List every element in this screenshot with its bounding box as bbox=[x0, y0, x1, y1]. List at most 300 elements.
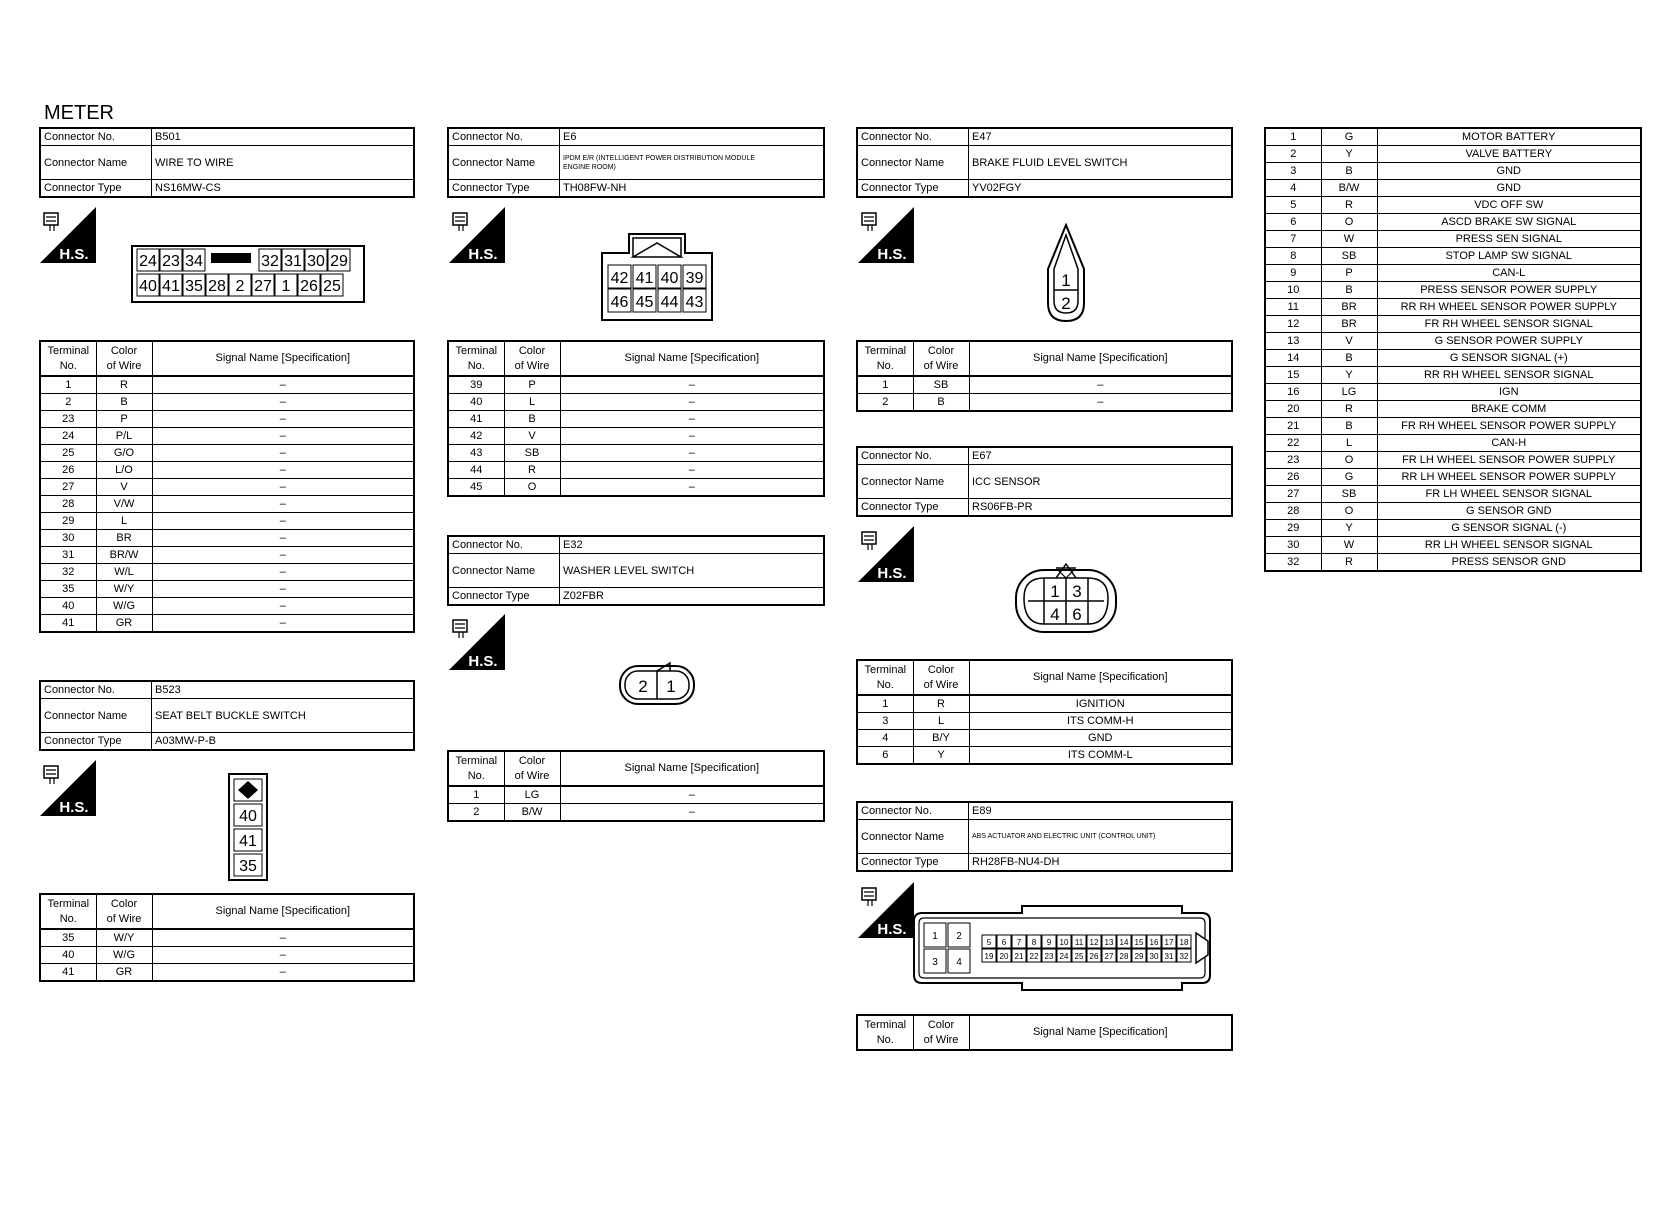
terminal-row bbox=[857, 394, 1232, 412]
signal-name-cell: VALVE BATTERY bbox=[1377, 146, 1641, 163]
wire-color-cell: L bbox=[96, 513, 152, 530]
pin-label: 1 bbox=[666, 677, 676, 696]
connector-name-value: IPDM E/R (INTELLIGENT POWER DISTRIBUTION MODULE ENGINE ROOM) bbox=[560, 146, 825, 180]
harness-side-icon bbox=[858, 526, 914, 582]
terminal-row bbox=[1265, 469, 1641, 486]
terminal-row bbox=[40, 376, 414, 394]
signal-header: Signal Name [Specification] bbox=[152, 894, 414, 929]
terminal-row bbox=[1265, 231, 1641, 248]
wire-color-cell: R bbox=[913, 695, 969, 713]
terminal-no-cell: 2 bbox=[857, 394, 913, 412]
terminal-row bbox=[40, 929, 414, 947]
terminal-no-cell: 1 bbox=[1265, 128, 1321, 146]
wire-color-cell: Y bbox=[1321, 367, 1377, 384]
wire-color-cell: GR bbox=[96, 964, 152, 982]
wire-color-cell: R bbox=[1321, 197, 1377, 214]
wire-color-cell: BR bbox=[1321, 299, 1377, 316]
signal-name-cell: IGN bbox=[1377, 384, 1641, 401]
color-header: Color of Wire bbox=[504, 751, 560, 786]
wire-color-cell: W bbox=[1321, 537, 1377, 554]
pin-label: 29 bbox=[1134, 952, 1144, 961]
pin-label: 30 bbox=[1149, 952, 1159, 961]
pin-label: 30 bbox=[307, 253, 325, 270]
pin-label: 43 bbox=[685, 294, 704, 311]
color-header: Color of Wire bbox=[913, 660, 969, 695]
pin-label: 28 bbox=[1119, 952, 1129, 961]
connector-no-label: Connector No. bbox=[448, 128, 560, 146]
terminal-no-cell: 41 bbox=[40, 615, 96, 633]
signal-name-cell: – bbox=[560, 786, 824, 804]
connector-no-value: E6 bbox=[560, 128, 825, 146]
terminal-no-cell: 6 bbox=[1265, 214, 1321, 231]
color-header: Color of Wire bbox=[913, 1015, 969, 1050]
pin-label: 6 bbox=[1001, 938, 1007, 947]
terminal-table-e89 bbox=[1264, 127, 1642, 572]
terminal-table-e47 bbox=[856, 340, 1233, 412]
pin-label: 21 bbox=[1014, 952, 1024, 961]
terminal-no-cell: 26 bbox=[40, 462, 96, 479]
signal-name-cell: – bbox=[152, 564, 414, 581]
wire-color-cell: L bbox=[913, 713, 969, 730]
pin-label: 46 bbox=[610, 294, 629, 311]
terminal-row bbox=[448, 462, 824, 479]
pin-label: 28 bbox=[208, 278, 226, 295]
pin-label: 41 bbox=[635, 270, 654, 287]
wire-color-cell: R bbox=[1321, 554, 1377, 572]
signal-name-cell: – bbox=[152, 479, 414, 496]
wire-color-cell: L bbox=[504, 394, 560, 411]
terminal-row bbox=[1265, 265, 1641, 282]
connector-name-value: WIRE TO WIRE bbox=[152, 146, 415, 180]
connector-no-value: E67 bbox=[969, 447, 1233, 465]
pin-label: 12 bbox=[1089, 938, 1099, 947]
connector-type-value: TH08FW-NH bbox=[560, 180, 825, 198]
terminal-no-cell: 22 bbox=[1265, 435, 1321, 452]
hs-label: H.S. bbox=[59, 246, 89, 263]
connector-name-value: BRAKE FLUID LEVEL SWITCH bbox=[969, 146, 1233, 180]
wire-color-cell: BR bbox=[1321, 316, 1377, 333]
terminal-row bbox=[1265, 214, 1641, 231]
wire-color-cell: W/G bbox=[96, 598, 152, 615]
connector-face-e47 bbox=[1045, 223, 1087, 328]
wire-color-cell: R bbox=[504, 462, 560, 479]
connector-no-value: E47 bbox=[969, 128, 1233, 146]
terminal-no-cell: 6 bbox=[857, 747, 913, 765]
pin-label: 2 bbox=[956, 931, 962, 942]
terminal-no-header: Terminal No. bbox=[857, 341, 913, 376]
pin-label: 4 bbox=[956, 957, 962, 968]
signal-name-cell: ITS COMM-L bbox=[969, 747, 1232, 765]
signal-name-cell: – bbox=[560, 479, 824, 497]
terminal-row bbox=[1265, 384, 1641, 401]
signal-name-cell: – bbox=[152, 411, 414, 428]
pin-label: 19 bbox=[984, 952, 994, 961]
pin-label: 16 bbox=[1149, 938, 1159, 947]
terminal-row bbox=[40, 581, 414, 598]
pin-label: 24 bbox=[139, 253, 157, 270]
connector-no-value: E89 bbox=[969, 802, 1233, 820]
signal-header: Signal Name [Specification] bbox=[969, 341, 1232, 376]
signal-name-cell: – bbox=[152, 947, 414, 964]
terminal-row bbox=[857, 695, 1232, 713]
signal-name-cell: – bbox=[969, 394, 1232, 412]
terminal-row bbox=[40, 496, 414, 513]
terminal-row bbox=[1265, 435, 1641, 452]
wire-color-cell: V bbox=[1321, 333, 1377, 350]
terminal-no-cell: 23 bbox=[1265, 452, 1321, 469]
pin-label: 9 bbox=[1046, 938, 1052, 947]
terminal-no-cell: 30 bbox=[40, 530, 96, 547]
signal-name-cell: – bbox=[152, 462, 414, 479]
terminal-row bbox=[40, 445, 414, 462]
pin-label: 42 bbox=[610, 270, 629, 287]
harness-side-icon bbox=[449, 207, 505, 263]
wire-color-cell: Y bbox=[1321, 146, 1377, 163]
terminal-row bbox=[1265, 520, 1641, 537]
wire-color-cell: B bbox=[96, 394, 152, 411]
connector-name-label: Connector Name bbox=[857, 820, 969, 854]
signal-name-cell: FR RH WHEEL SENSOR POWER SUPPLY bbox=[1377, 418, 1641, 435]
terminal-no-cell: 4 bbox=[1265, 180, 1321, 197]
svg-text:H.S.: H.S. bbox=[468, 246, 498, 263]
terminal-row bbox=[40, 530, 414, 547]
svg-text:H.S.: H.S. bbox=[877, 565, 907, 582]
signal-name-cell: – bbox=[152, 428, 414, 445]
wire-color-cell: B bbox=[1321, 350, 1377, 367]
terminal-no-cell: 39 bbox=[448, 376, 504, 394]
signal-name-cell: – bbox=[152, 547, 414, 564]
connector-no-value: B501 bbox=[152, 128, 415, 146]
terminal-row bbox=[448, 804, 824, 822]
harness-side-icon bbox=[449, 614, 505, 670]
connector-no-value: E32 bbox=[560, 536, 825, 554]
signal-name-cell: IGNITION bbox=[969, 695, 1232, 713]
connector-name-label: Connector Name bbox=[448, 554, 560, 588]
pin-label: 35 bbox=[185, 278, 203, 295]
connector-name-label: Connector Name bbox=[40, 699, 152, 733]
signal-name-cell: – bbox=[152, 445, 414, 462]
wire-color-cell: G/O bbox=[96, 445, 152, 462]
terminal-row bbox=[1265, 367, 1641, 384]
terminal-row bbox=[40, 947, 414, 964]
pin-label: 31 bbox=[284, 253, 302, 270]
terminal-row bbox=[448, 786, 824, 804]
terminal-no-cell: 31 bbox=[40, 547, 96, 564]
connector-no-label: Connector No. bbox=[857, 128, 969, 146]
wire-color-cell: R bbox=[96, 376, 152, 394]
signal-name-cell: RR RH WHEEL SENSOR POWER SUPPLY bbox=[1377, 299, 1641, 316]
connector-face-e6 bbox=[601, 233, 713, 326]
color-header: Color of Wire bbox=[504, 341, 560, 376]
connector-type-label: Connector Type bbox=[857, 180, 969, 198]
signal-name-cell: FR LH WHEEL SENSOR SIGNAL bbox=[1377, 486, 1641, 503]
color-header: Color of Wire bbox=[96, 894, 152, 929]
terminal-no-cell: 25 bbox=[40, 445, 96, 462]
signal-name-cell: MOTOR BATTERY bbox=[1377, 128, 1641, 146]
pin-label: 29 bbox=[330, 253, 348, 270]
connector-type-label: Connector Type bbox=[40, 733, 152, 751]
page-title: METER bbox=[44, 102, 114, 124]
wire-color-cell: Y bbox=[913, 747, 969, 765]
terminal-no-cell: 28 bbox=[1265, 503, 1321, 520]
terminal-row bbox=[857, 713, 1232, 730]
terminal-no-cell: 3 bbox=[857, 713, 913, 730]
terminal-no-cell: 2 bbox=[1265, 146, 1321, 163]
connector-type-label: Connector Type bbox=[448, 588, 560, 606]
harness-side-icon bbox=[858, 207, 914, 263]
terminal-no-cell: 29 bbox=[40, 513, 96, 530]
pin-label: 18 bbox=[1179, 938, 1189, 947]
terminal-row bbox=[448, 445, 824, 462]
terminal-row bbox=[1265, 128, 1641, 146]
terminal-no-cell: 35 bbox=[40, 581, 96, 598]
terminal-row bbox=[448, 376, 824, 394]
terminal-row bbox=[40, 428, 414, 445]
signal-name-cell: – bbox=[152, 929, 414, 947]
signal-name-cell: ITS COMM-H bbox=[969, 713, 1232, 730]
terminal-row bbox=[1265, 197, 1641, 214]
signal-name-cell: – bbox=[152, 530, 414, 547]
pin-label: 22 bbox=[1029, 952, 1039, 961]
pin-label: 1 bbox=[1050, 582, 1060, 601]
harness-side-icon bbox=[858, 882, 914, 938]
terminal-row bbox=[448, 411, 824, 428]
terminal-no-cell: 2 bbox=[448, 804, 504, 822]
key-slot bbox=[211, 253, 251, 263]
terminal-no-cell: 32 bbox=[1265, 554, 1321, 572]
signal-name-cell: – bbox=[152, 615, 414, 633]
harness-side-icon bbox=[40, 760, 96, 816]
terminal-no-cell: 1 bbox=[40, 376, 96, 394]
wire-color-cell: Y bbox=[1321, 520, 1377, 537]
pin-label: 8 bbox=[1031, 938, 1037, 947]
terminal-no-cell: 5 bbox=[1265, 197, 1321, 214]
terminal-no-header: Terminal No. bbox=[857, 660, 913, 695]
terminal-no-cell: 8 bbox=[1265, 248, 1321, 265]
terminal-no-cell: 44 bbox=[448, 462, 504, 479]
pin-label: 27 bbox=[1104, 952, 1114, 961]
terminal-no-header: Terminal No. bbox=[448, 341, 504, 376]
terminal-no-cell: 41 bbox=[40, 964, 96, 982]
signal-header: Signal Name [Specification] bbox=[560, 751, 824, 786]
pin-label: 40 bbox=[660, 270, 679, 287]
signal-name-cell: GND bbox=[1377, 163, 1641, 180]
connector-name-value: WASHER LEVEL SWITCH bbox=[560, 554, 825, 588]
terminal-row bbox=[40, 598, 414, 615]
signal-header: Signal Name [Specification] bbox=[969, 660, 1232, 695]
terminal-no-header: Terminal No. bbox=[857, 1015, 913, 1050]
wire-color-cell: O bbox=[1321, 503, 1377, 520]
terminal-no-cell: 40 bbox=[448, 394, 504, 411]
wire-color-cell: SB bbox=[504, 445, 560, 462]
connector-name-label: Connector Name bbox=[857, 465, 969, 499]
pin-label: 4 bbox=[1050, 605, 1060, 624]
signal-name-cell: – bbox=[152, 496, 414, 513]
signal-name-cell: RR LH WHEEL SENSOR SIGNAL bbox=[1377, 537, 1641, 554]
harness-side-icon bbox=[40, 207, 96, 263]
terminal-row bbox=[857, 376, 1232, 394]
terminal-row bbox=[40, 513, 414, 530]
pin-label: 3 bbox=[932, 957, 938, 968]
wire-color-cell: B/Y bbox=[913, 730, 969, 747]
connector-no-label: Connector No. bbox=[448, 536, 560, 554]
connector-type-value: A03MW-P-B bbox=[152, 733, 415, 751]
connector-header-b523 bbox=[39, 680, 415, 751]
terminal-no-header: Terminal No. bbox=[40, 894, 96, 929]
wire-color-cell: B bbox=[1321, 163, 1377, 180]
pin-label: 26 bbox=[1089, 952, 1099, 961]
wire-color-cell: O bbox=[504, 479, 560, 497]
terminal-row bbox=[40, 615, 414, 633]
terminal-no-cell: 1 bbox=[448, 786, 504, 804]
wire-color-cell: W/G bbox=[96, 947, 152, 964]
wire-color-cell: P/L bbox=[96, 428, 152, 445]
signal-name-cell: G SENSOR POWER SUPPLY bbox=[1377, 333, 1641, 350]
signal-name-cell: FR RH WHEEL SENSOR SIGNAL bbox=[1377, 316, 1641, 333]
terminal-no-cell: 40 bbox=[40, 598, 96, 615]
wire-color-cell: V bbox=[96, 479, 152, 496]
connector-type-value: RS06FB-PR bbox=[969, 499, 1233, 517]
color-header: Color of Wire bbox=[913, 341, 969, 376]
signal-name-cell: VDC OFF SW bbox=[1377, 197, 1641, 214]
wire-color-cell: SB bbox=[913, 376, 969, 394]
connector-no-label: Connector No. bbox=[857, 447, 969, 465]
terminal-row bbox=[1265, 486, 1641, 503]
terminal-table-e89-header bbox=[856, 1014, 1233, 1051]
terminal-no-cell: 24 bbox=[40, 428, 96, 445]
terminal-row bbox=[1265, 452, 1641, 469]
terminal-row bbox=[40, 964, 414, 982]
terminal-row bbox=[1265, 316, 1641, 333]
terminal-no-cell: 26 bbox=[1265, 469, 1321, 486]
pin-label: 1 bbox=[932, 931, 938, 942]
connector-name-value: SEAT BELT BUCKLE SWITCH bbox=[152, 699, 415, 733]
pin-label: 41 bbox=[162, 278, 180, 295]
terminal-no-cell: 1 bbox=[857, 695, 913, 713]
signal-name-cell: ASCD BRAKE SW SIGNAL bbox=[1377, 214, 1641, 231]
signal-name-cell: – bbox=[152, 513, 414, 530]
signal-name-cell: – bbox=[560, 411, 824, 428]
connector-no-label: Connector No. bbox=[40, 681, 152, 699]
connector-face-e67 bbox=[1014, 556, 1118, 639]
pin-label: 3 bbox=[1072, 582, 1082, 601]
wire-color-cell: W/L bbox=[96, 564, 152, 581]
wire-color-cell: W/Y bbox=[96, 929, 152, 947]
terminal-no-cell: 28 bbox=[40, 496, 96, 513]
signal-name-cell: GND bbox=[969, 730, 1232, 747]
signal-name-cell: PRESS SENSOR GND bbox=[1377, 554, 1641, 572]
signal-name-cell: – bbox=[152, 376, 414, 394]
terminal-table-b523 bbox=[39, 893, 415, 982]
wire-color-cell: P bbox=[96, 411, 152, 428]
terminal-no-cell: 27 bbox=[40, 479, 96, 496]
wire-color-cell: BR/W bbox=[96, 547, 152, 564]
svg-text:H.S.: H.S. bbox=[468, 653, 498, 670]
terminal-row bbox=[1265, 350, 1641, 367]
signal-name-cell: – bbox=[152, 598, 414, 615]
terminal-no-cell: 11 bbox=[1265, 299, 1321, 316]
terminal-no-cell: 40 bbox=[40, 947, 96, 964]
terminal-row bbox=[1265, 282, 1641, 299]
signal-name-cell: RR RH WHEEL SENSOR SIGNAL bbox=[1377, 367, 1641, 384]
color-header: Color of Wire bbox=[96, 341, 152, 376]
wire-color-cell: O bbox=[1321, 214, 1377, 231]
terminal-row bbox=[1265, 333, 1641, 350]
connector-name-label: Connector Name bbox=[40, 146, 152, 180]
connector-face-e32 bbox=[618, 658, 696, 713]
terminal-table-e67 bbox=[856, 659, 1233, 765]
terminal-row bbox=[40, 411, 414, 428]
signal-name-cell: G SENSOR SIGNAL (-) bbox=[1377, 520, 1641, 537]
connector-type-label: Connector Type bbox=[448, 180, 560, 198]
signal-name-cell: G SENSOR GND bbox=[1377, 503, 1641, 520]
pin-label: 40 bbox=[239, 808, 257, 825]
terminal-no-cell: 16 bbox=[1265, 384, 1321, 401]
terminal-no-cell: 7 bbox=[1265, 231, 1321, 248]
terminal-row bbox=[857, 730, 1232, 747]
signal-name-cell: – bbox=[560, 445, 824, 462]
terminal-row bbox=[40, 394, 414, 411]
pin-label: 15 bbox=[1134, 938, 1144, 947]
wire-color-cell: LG bbox=[504, 786, 560, 804]
terminal-no-cell: 42 bbox=[448, 428, 504, 445]
connector-no-label: Connector No. bbox=[40, 128, 152, 146]
connector-header-e89 bbox=[856, 801, 1233, 872]
signal-name-cell: – bbox=[152, 964, 414, 982]
pin-label: 1 bbox=[281, 278, 291, 295]
svg-text:H.S.: H.S. bbox=[877, 921, 907, 938]
connector-type-label: Connector Type bbox=[857, 499, 969, 517]
connector-name-value: ABS ACTUATOR AND ELECTRIC UNIT (CONTROL UNIT) bbox=[969, 820, 1233, 854]
terminal-no-cell: 13 bbox=[1265, 333, 1321, 350]
pin-label: 45 bbox=[635, 294, 654, 311]
pin-label: 2 bbox=[235, 278, 245, 295]
pin-label: 27 bbox=[254, 278, 272, 295]
terminal-row bbox=[1265, 146, 1641, 163]
connector-name-label: Connector Name bbox=[448, 146, 560, 180]
connector-type-value: YV02FGY bbox=[969, 180, 1233, 198]
wire-color-cell: W bbox=[1321, 231, 1377, 248]
signal-name-cell: – bbox=[560, 376, 824, 394]
pin-label: 39 bbox=[685, 270, 704, 287]
wire-color-cell: B bbox=[504, 411, 560, 428]
terminal-no-cell: 21 bbox=[1265, 418, 1321, 435]
terminal-no-cell: 10 bbox=[1265, 282, 1321, 299]
signal-header: Signal Name [Specification] bbox=[560, 341, 824, 376]
pin-label: 32 bbox=[261, 253, 279, 270]
pin-label: 2 bbox=[1061, 294, 1071, 313]
wire-color-cell: V/W bbox=[96, 496, 152, 513]
pin-label: 31 bbox=[1164, 952, 1174, 961]
terminal-row bbox=[448, 479, 824, 497]
pin-label: 1 bbox=[1061, 271, 1071, 290]
connector-header-e47 bbox=[856, 127, 1233, 198]
terminal-row bbox=[40, 462, 414, 479]
connector-no-value: B523 bbox=[152, 681, 415, 699]
signal-name-cell: – bbox=[560, 462, 824, 479]
terminal-no-header: Terminal No. bbox=[448, 751, 504, 786]
pin-label: 41 bbox=[239, 833, 257, 850]
wire-color-cell: R bbox=[1321, 401, 1377, 418]
connector-face-b523 bbox=[228, 773, 268, 886]
terminal-row bbox=[448, 428, 824, 445]
pin-label: 25 bbox=[323, 278, 341, 295]
terminal-row bbox=[1265, 401, 1641, 418]
wire-color-cell: SB bbox=[1321, 486, 1377, 503]
terminal-no-cell: 15 bbox=[1265, 367, 1321, 384]
terminal-row bbox=[1265, 180, 1641, 197]
terminal-no-cell: 32 bbox=[40, 564, 96, 581]
